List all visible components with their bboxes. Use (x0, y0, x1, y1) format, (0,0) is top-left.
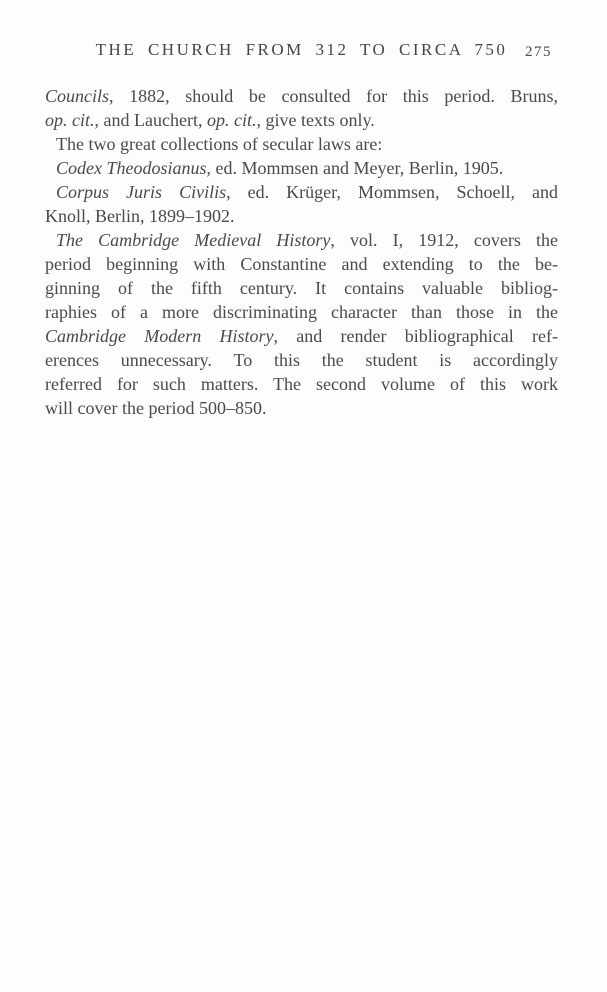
text-segment: will cover the period 500–850. (45, 398, 267, 418)
text-line (45, 252, 558, 276)
text-segment: ginning of the fifth century. It contains valuable bibliog- (45, 278, 558, 298)
text-line (45, 396, 558, 420)
text-segment: The two great collections of secular laws are: (56, 134, 383, 154)
page-header (45, 40, 558, 60)
text-segment: op. cit. (45, 110, 95, 130)
text-segment: erences unnecessary. To this the student is accordingly (45, 350, 558, 370)
text-line (45, 228, 558, 252)
text-segment: The Cambridge Medieval History (56, 230, 331, 250)
text-line (45, 348, 558, 372)
paragraph (45, 156, 558, 180)
text-line (45, 156, 558, 180)
text-segment: Cambridge Modern History (45, 326, 274, 346)
text-segment: , vol. I, 1912, covers the (330, 230, 558, 250)
text-segment: Corpus Juris Civilis (56, 182, 227, 202)
paragraph (45, 180, 558, 228)
text-segment: , 1882, should be consulted for this period. Bruns, (109, 86, 558, 106)
text-line (45, 84, 558, 108)
text-segment: , ed. Mommsen and Meyer, Berlin, 1905. (206, 158, 504, 178)
text-line (45, 276, 558, 300)
page-body (45, 84, 558, 420)
text-segment: period beginning with Constantine and extending to the be- (45, 254, 558, 274)
text-segment: raphies of a more discriminating character than those in the (45, 302, 558, 322)
paragraph (45, 132, 558, 156)
text-segment: , and render bibliographical ref- (273, 326, 558, 346)
text-segment: , give texts only. (256, 110, 375, 130)
running-head-title: THE CHURCH FROM 312 TO CIRCA 750 (95, 40, 508, 59)
text-line (45, 372, 558, 396)
text-segment: op. cit. (206, 110, 257, 130)
text-segment: , and Lauchert, (94, 110, 207, 130)
paragraph (45, 228, 558, 420)
page-number: 275 (525, 44, 552, 60)
text-line (45, 300, 558, 324)
text-segment: Codex Theodosianus (56, 158, 207, 178)
text-line (45, 204, 558, 228)
text-line (45, 180, 558, 204)
text-line (45, 108, 558, 132)
text-segment: Knoll, Berlin, 1899–1902. (45, 206, 235, 226)
paragraph (45, 84, 558, 132)
text-line (45, 324, 558, 348)
text-block (45, 40, 558, 420)
text-segment: Councils (45, 86, 110, 106)
text-segment: , ed. Krüger, Mommsen, Schoell, and (226, 182, 558, 202)
text-segment: referred for such matters. The second volume of this work (45, 374, 558, 394)
text-line (45, 132, 558, 156)
